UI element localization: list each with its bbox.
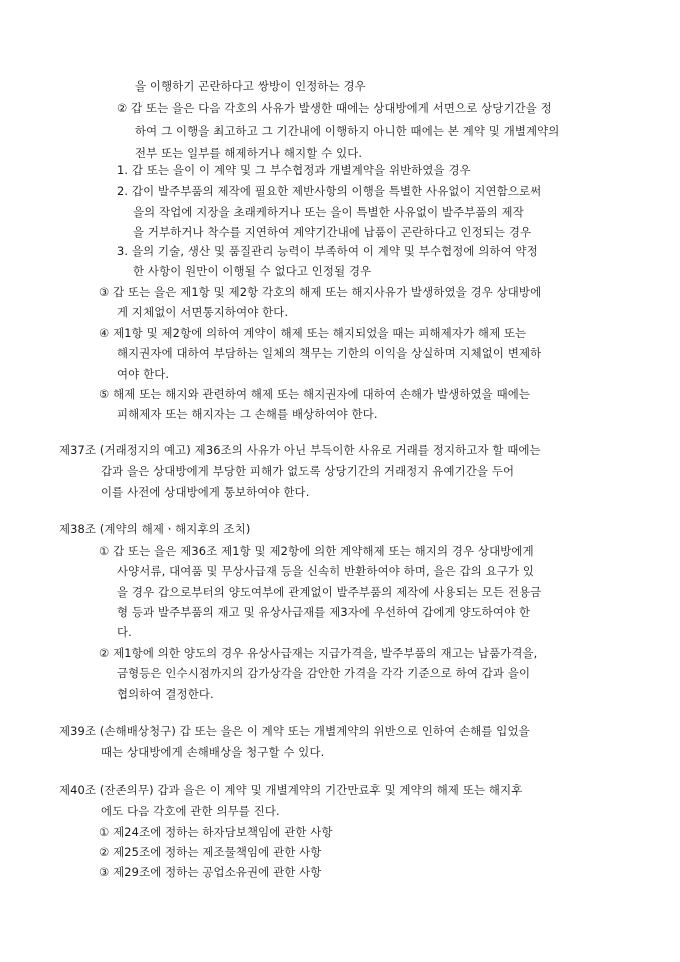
art36-line: 여야 한다. (117, 367, 170, 381)
art38-line: 다. (117, 625, 132, 639)
art36-clause-5: ⑤ 해제 또는 해지와 관련하여 해제 또는 해지권자에 대하여 손해가 발생하였을 때에는 (99, 387, 531, 401)
art36-clause-4: ④ 제1항 및 제2항에 의하여 계약이 해제 또는 해지되었을 때는 피해제자가 해제 또는 (99, 326, 527, 340)
art40-item-2: ② 제25조에 정하는 제조물책임에 관한 사항 (99, 845, 322, 859)
art36-item-2: 2. 갑이 발주부품의 제작에 필요한 제반사항의 이행을 특별한 사유없이 지연함으로써 (117, 184, 542, 198)
art37-line: 이를 사전에 상대방에게 통보하여야 한다. (101, 485, 310, 499)
art40-line: 에도 다음 각호에 관한 의무를 진다. (101, 804, 280, 818)
art36-line: 게 지체없이 서면통지하여야 한다. (117, 305, 289, 319)
art36-clause-2: ② 갑 또는 을은 다음 각호의 사유가 발생한 때에는 상대방에게 서면으로 상당기간을 정 (117, 101, 552, 115)
art38-clause-1: ① 갑 또는 을은 제36조 제1항 및 제2항에 의한 계약해제 또는 해지의 경우 상대방에게 (99, 544, 534, 558)
art40-item-1: ① 제24조에 정하는 하자담보책임에 관한 사항 (99, 825, 333, 839)
art38-line: 금형등은 인수시점까지의 감가상각을 감안한 가격을 각각 기준으로 하여 갑과 을이 (117, 666, 531, 680)
art36-line: 한 사항이 원만이 이행될 수 없다고 인정될 경우 (133, 264, 372, 278)
art40-heading: 제40조 (잔존의무) 갑과 을은 이 계약 및 개별계약의 기간만료후 및 계약의 해제 또는 해지후 (59, 783, 523, 797)
art38-line: 사양서류, 대여품 및 무상사급재 등을 신속히 반환하여야 하며, 을은 갑의 요구가 있 (117, 564, 535, 578)
art37-line: 갑과 을은 상대방에게 부당한 피해가 없도록 상당기간의 거래정지 유예기간을 두어 (101, 464, 515, 478)
art36-line: 해지권자에 대하여 부담하는 일체의 책무는 기한의 이익을 상실하며 지체없이 변제하 (117, 346, 542, 360)
art36-clause-3: ③ 갑 또는 을은 제1항 및 제2항 각호의 해제 또는 해지사유가 발생하였을 경우 상대방에 (99, 285, 542, 299)
art38-clause-2: ② 제1항에 의한 양도의 경우 유상사급재는 지급가격을, 발주부품의 재고는 납품가격을, (99, 646, 538, 660)
art39-heading: 제39조 (손해배상청구) 갑 또는 을은 이 계약 또는 개별계약의 위반으로 인하여 손해를 입었을 (59, 724, 530, 738)
art36-line: 전부 또는 일부를 해제하거나 해지할 수 있다. (135, 146, 363, 160)
art37-heading: 제37조 (거래정지의 예고) 제36조의 사유가 아닌 부득이한 사유로 거래를 정지하고자 할 때에는 (59, 443, 541, 457)
art38-line: 을 경우 갑으로부터의 양도여부에 관계없이 발주부품의 제작에 사용되는 모든 전용금 (117, 585, 542, 599)
art36-item-3: 3. 을의 기술, 생산 및 품질관리 능력이 부족하여 이 계약 및 부수협정에 의하여 약정 (117, 244, 538, 258)
art39-line: 때는 상대방에게 손해배상을 청구할 수 있다. (101, 745, 325, 759)
art36-line: 을 이행하기 곤란하다고 쌍방이 인정하는 경우 (135, 79, 366, 93)
art38-heading: 제38조 (계약의 해제ㆍ해지후의 조치) (59, 522, 251, 536)
art36-line: 을 거부하거나 착수를 지연하여 계약기간내에 납품이 곤란하다고 인정되는 경우 (133, 225, 532, 239)
art36-line: 피해제자 또는 해지자는 그 손해를 배상하여야 한다. (117, 407, 378, 421)
art38-line: 협의하여 결정한다. (117, 687, 214, 701)
art38-line: 형 등과 발주부품의 재고 및 유상사급재를 제3자에 우선하여 갑에게 양도하여야 한 (117, 605, 531, 619)
art36-item-1: 1. 갑 또는 을이 이 계약 및 그 부수협정과 개별계약을 위반하였을 경우 (117, 163, 471, 177)
art40-item-3: ③ 제29조에 정하는 공업소유권에 관한 사항 (99, 865, 322, 879)
art36-line: 하여 그 이행을 최고하고 그 기간내에 이행하지 아니한 때에는 본 계약 및 개별계약의 (135, 124, 560, 138)
art36-line: 을의 작업에 지장을 초래케하거나 또는 을이 특별한 사유없이 발주부품의 제작 (133, 205, 524, 219)
